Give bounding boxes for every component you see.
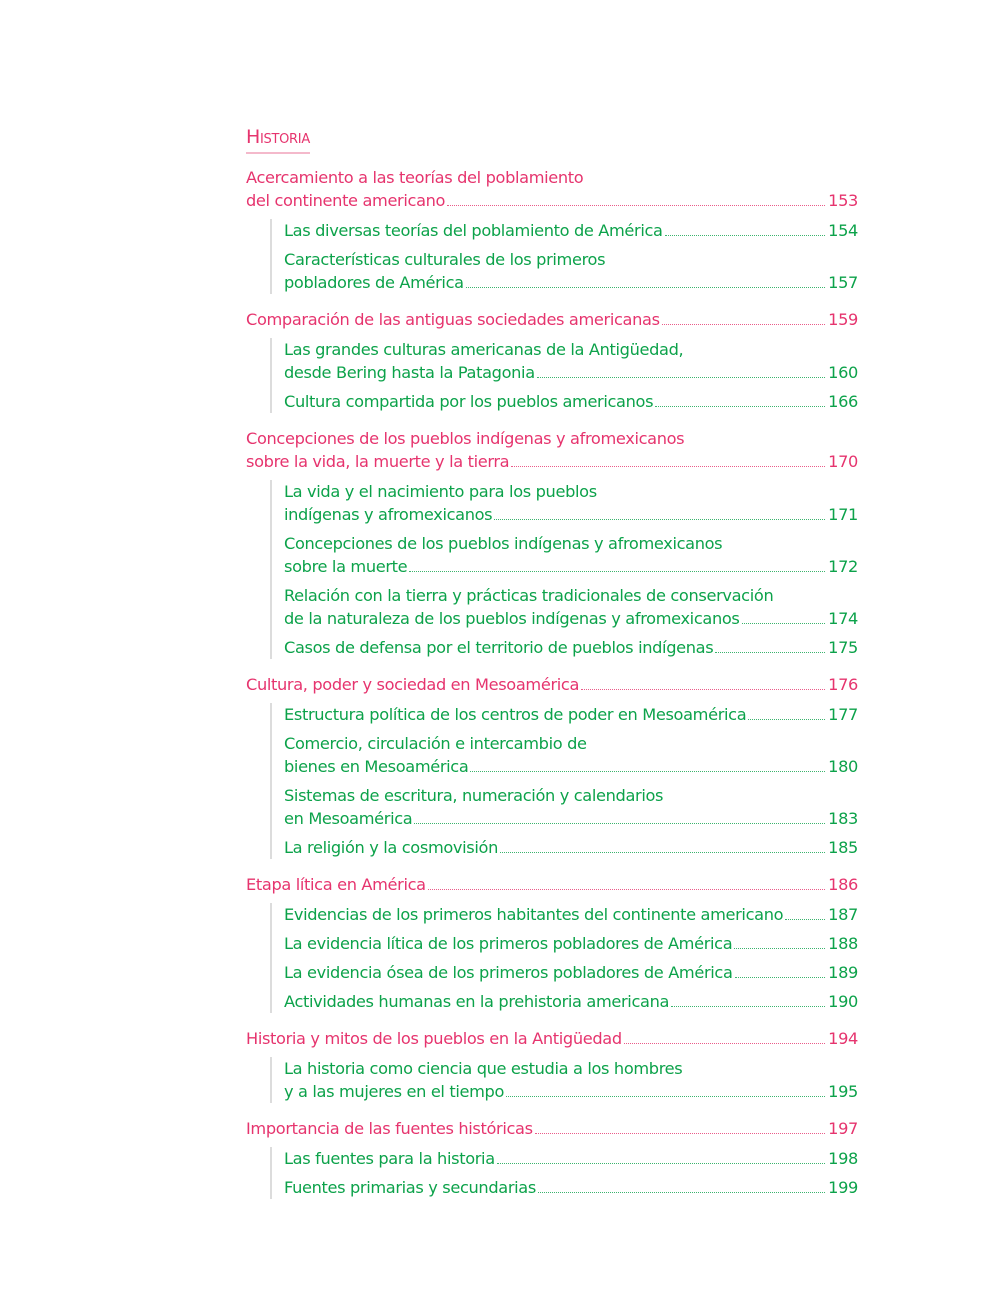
dot-leader [671,1006,825,1007]
section-title-entry[interactable] [246,427,858,473]
subsection-entry[interactable] [284,1057,858,1103]
subsection-entry[interactable] [284,219,858,242]
subsection-entry-last-line [284,836,858,859]
section-title-entry-last-line [246,1027,858,1050]
page-number: 190 [828,992,858,1011]
page-number: 183 [828,809,858,828]
page-number: 186 [828,875,858,894]
dot-leader [414,823,825,824]
page-number: 188 [828,934,858,953]
subsection-entry-last-line [284,1147,858,1170]
section-title-entry-text-line: Comparación de las antiguas sociedades americanas [246,310,660,329]
dot-leader [734,948,825,949]
subsection-list [270,1147,858,1199]
subsection-entry-last-line [284,1176,858,1199]
subsection-entry-text-line: Actividades humanas en la prehistoria americana [284,992,670,1011]
page-number: 195 [828,1082,858,1101]
dot-leader [665,235,826,236]
subsection-entry[interactable] [284,784,858,830]
section-heading: Historia [246,126,310,154]
subsection-entry-last-line [284,361,858,384]
section-title-entry-text-line: Concepciones de los pueblos indígenas y afromexicanos [246,429,685,448]
section-title-entry[interactable] [246,166,858,212]
subsection-entry[interactable] [284,636,858,659]
subsection-entry-text-line: Las fuentes para la historia [284,1149,495,1168]
section-title-entry-last-line [246,308,858,331]
subsection-entry-text-line: en Mesoamérica [284,809,413,828]
section-title-entry-text-line: Historia y mitos de los pueblos en la Antigüedad [246,1029,622,1048]
subsection-entry-text-line: Las grandes culturas americanas de la Antigüedad, [284,340,684,359]
dot-leader [447,205,825,206]
subsection-entry-last-line [284,219,858,242]
toc-section [246,673,858,859]
subsection-entry-text-line: y a las mujeres en el tiempo [284,1082,505,1101]
dot-leader [428,889,825,890]
dot-leader [742,623,826,624]
subsection-list [270,903,858,1013]
page-number: 185 [828,838,858,857]
subsection-list [270,219,858,294]
subsection-entry[interactable] [284,390,858,413]
subsection-entry[interactable] [284,338,858,384]
subsection-entry-text-line: La historia como ciencia que estudia a los hombres [284,1059,683,1078]
section-title-entry-last-line [246,873,858,896]
dot-leader [511,466,825,467]
subsection-entry-last-line [284,932,858,955]
dot-leader [655,406,825,407]
page-number: 160 [828,363,858,382]
subsection-entry-text-line: Sistemas de escritura, numeración y calendarios [284,786,664,805]
toc-page [246,126,858,1213]
page-number: 176 [828,675,858,694]
dot-leader [506,1096,825,1097]
subsection-entry-text-line: Cultura compartida por los pueblos americanos [284,392,654,411]
subsection-list [270,480,858,659]
toc-section [246,1117,858,1199]
dot-leader [537,377,825,378]
subsection-list [270,703,858,859]
toc-section [246,166,858,294]
subsection-entry-text-line: pobladores de América [284,273,464,292]
section-title-entry-text-line: Cultura, poder y sociedad en Mesoamérica [246,675,580,694]
section-title-entry-last-line [246,450,858,473]
dot-leader [662,324,825,325]
subsection-entry-last-line [284,636,858,659]
subsection-entry-last-line [284,607,858,630]
dot-leader [785,919,825,920]
subsection-entry[interactable] [284,532,858,578]
section-title-entry-text-line: del continente americano [246,191,446,210]
subsection-entry-text-line: Evidencias de los primeros habitantes del continente americano [284,905,784,924]
subsection-entry-last-line [284,903,858,926]
page-number: 187 [828,905,858,924]
subsection-entry-text-line: sobre la muerte [284,557,408,576]
dot-leader [500,852,825,853]
dot-leader [748,719,825,720]
dot-leader [497,1163,825,1164]
page-number: 180 [828,757,858,776]
subsection-entry[interactable] [284,836,858,859]
page-number: 194 [828,1029,858,1048]
subsection-list [270,1057,858,1103]
subsection-entry-text-line: La evidencia lítica de los primeros pobladores de América [284,934,733,953]
dot-leader [470,771,825,772]
dot-leader [624,1043,825,1044]
subsection-entry-text-line: Casos de defensa por el territorio de pueblos indígenas [284,638,714,657]
toc-section [246,1027,858,1103]
dot-leader [538,1192,825,1193]
subsection-entry[interactable] [284,932,858,955]
subsection-entry[interactable] [284,480,858,526]
page-number: 172 [828,557,858,576]
subsection-entry-last-line [284,555,858,578]
subsection-list [270,338,858,413]
page-number: 175 [828,638,858,657]
subsection-entry[interactable] [284,248,858,294]
subsection-entry[interactable] [284,584,858,630]
section-title-entry[interactable] [246,1027,858,1050]
subsection-entry-text-line: Características culturales de los primeros [284,250,606,269]
page-number: 171 [828,505,858,524]
subsection-entry-last-line [284,390,858,413]
subsection-entry-last-line [284,503,858,526]
toc-sections [246,166,858,1199]
subsection-entry[interactable] [284,990,858,1013]
dot-leader [409,571,825,572]
subsection-entry-text-line: desde Bering hasta la Patagonia [284,363,535,382]
section-title-entry-text-line: Importancia de las fuentes históricas [246,1119,533,1138]
subsection-entry-last-line [284,271,858,294]
dot-leader [535,1133,825,1134]
subsection-entry-text-line: La evidencia ósea de los primeros pobladores de América [284,963,733,982]
subsection-entry-text-line: Fuentes primarias y secundarias [284,1178,536,1197]
section-title-entry[interactable] [246,873,858,896]
section-title-entry[interactable] [246,308,858,331]
dot-leader [735,977,826,978]
page-number: 198 [828,1149,858,1168]
subsection-entry-last-line [284,990,858,1013]
dot-leader [466,287,825,288]
subsection-entry[interactable] [284,903,858,926]
page-number: 166 [828,392,858,411]
dot-leader [581,689,825,690]
dot-leader [715,652,825,653]
page-number: 157 [828,273,858,292]
subsection-entry-text-line: La religión y la cosmovisión [284,838,498,857]
section-title-entry-last-line [246,673,858,696]
section-title-entry[interactable] [246,673,858,696]
section-title-entry-text-line: sobre la vida, la muerte y la tierra [246,452,510,471]
page-number: 174 [828,609,858,628]
toc-section [246,873,858,1013]
subsection-entry-text-line: indígenas y afromexicanos [284,505,493,524]
subsection-entry-text-line: Concepciones de los pueblos indígenas y afromexicanos [284,534,723,553]
subsection-entry-text-line: Estructura política de los centros de poder en Mesoamérica [284,705,747,724]
page-number: 153 [828,191,858,210]
subsection-entry-last-line [284,703,858,726]
subsection-entry-text-line: de la naturaleza de los pueblos indígenas y afromexicanos [284,609,740,628]
page-number: 177 [828,705,858,724]
section-title-entry-last-line [246,189,858,212]
page-number: 159 [828,310,858,329]
section-title-entry-text-line: Acercamiento a las teorías del poblamiento [246,168,584,187]
page-number: 189 [828,963,858,982]
subsection-entry-last-line [284,961,858,984]
section-title-entry-text-line: Etapa lítica en América [246,875,426,894]
subsection-entry-text-line: Comercio, circulación e intercambio de [284,734,587,753]
section-title-entry-last-line [246,1117,858,1140]
page-number: 154 [828,221,858,240]
subsection-entry-text-line: Relación con la tierra y prácticas tradicionales de conservación [284,586,774,605]
subsection-entry-last-line [284,807,858,830]
subsection-entry[interactable] [284,1147,858,1170]
page-number: 170 [828,452,858,471]
dot-leader [494,519,825,520]
subsection-entry[interactable] [284,732,858,778]
subsection-entry-last-line [284,1080,858,1103]
toc-section [246,308,858,413]
toc-section [246,427,858,659]
subsection-entry[interactable] [284,703,858,726]
section-title-entry[interactable] [246,1117,858,1140]
page-number: 197 [828,1119,858,1138]
subsection-entry-last-line [284,755,858,778]
subsection-entry[interactable] [284,1176,858,1199]
subsection-entry-text-line: bienes en Mesoamérica [284,757,469,776]
subsection-entry-text-line: Las diversas teorías del poblamiento de América [284,221,663,240]
subsection-entry[interactable] [284,961,858,984]
subsection-entry-text-line: La vida y el nacimiento para los pueblos [284,482,597,501]
page-number: 199 [828,1178,858,1197]
